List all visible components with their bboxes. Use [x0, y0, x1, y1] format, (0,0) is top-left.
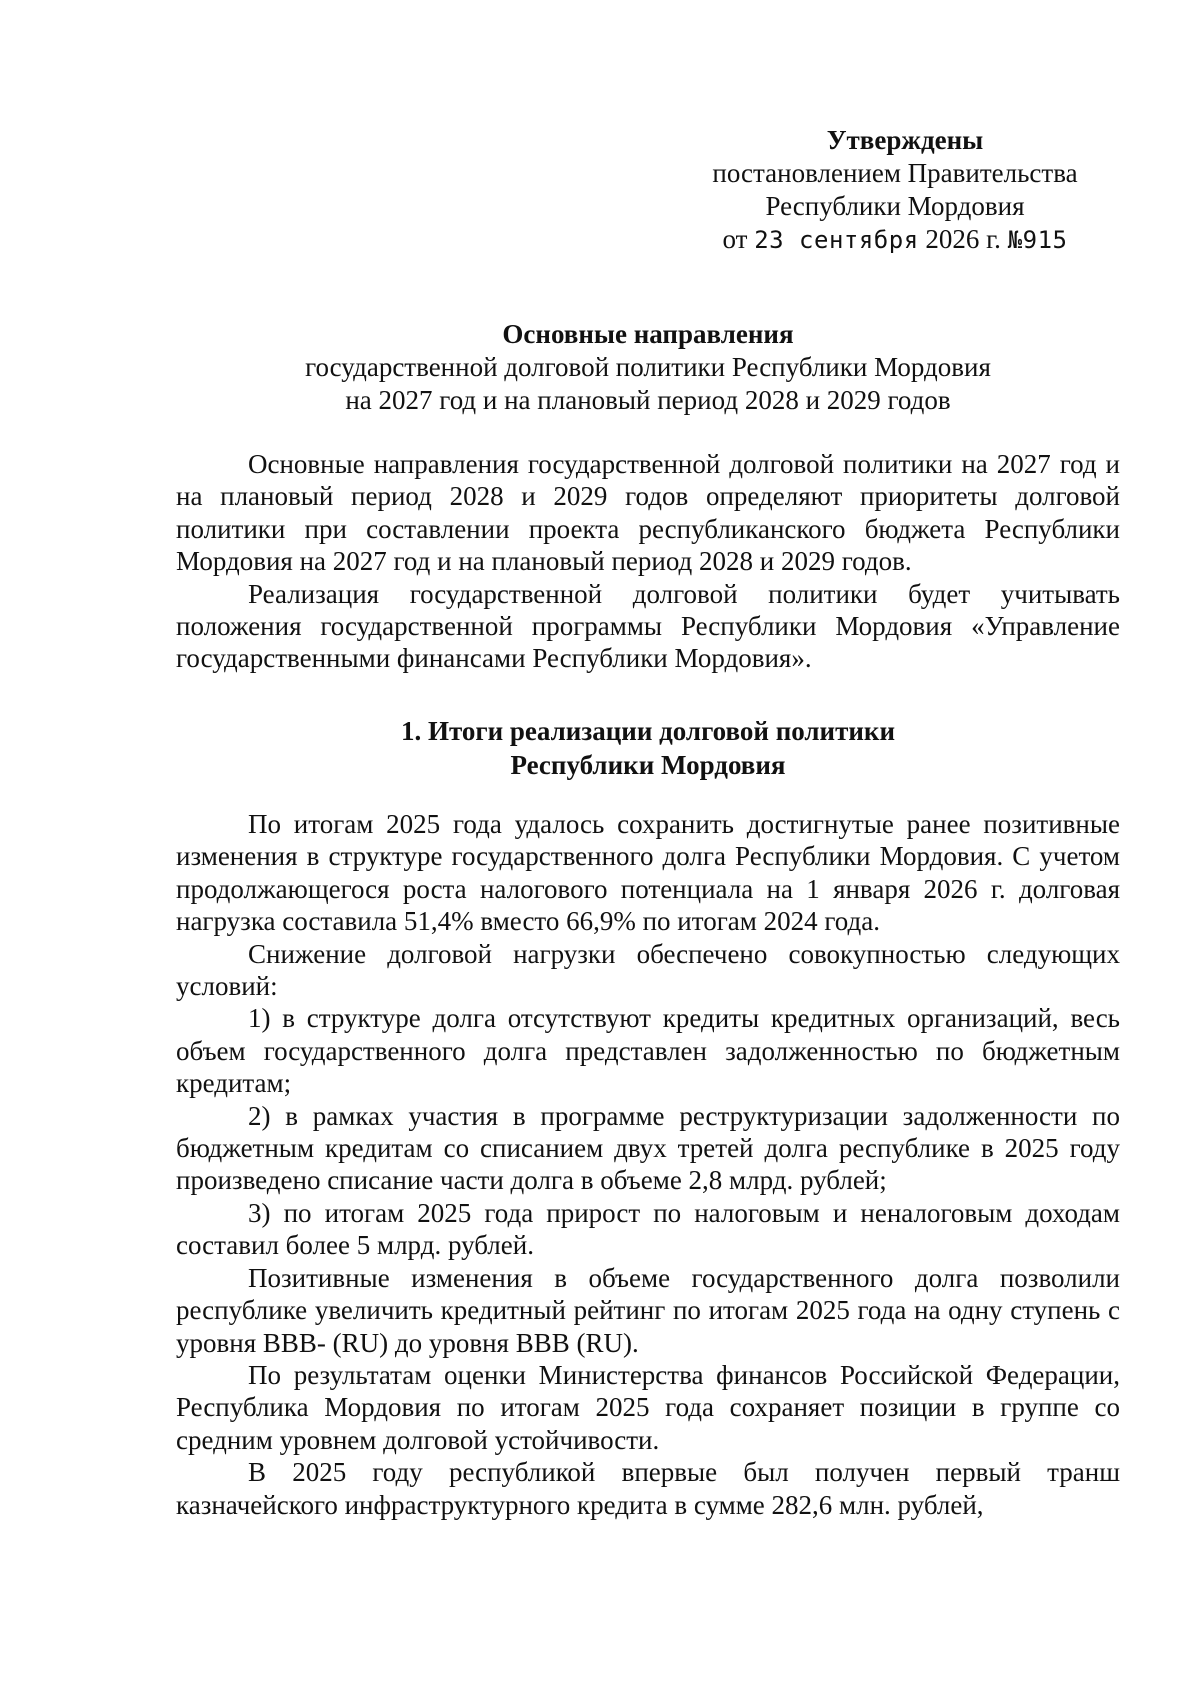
approval-line-1: постановлением Правительства: [712, 158, 1078, 188]
body-paragraph: По результатам оценки Министерства финансов Российской Федерации, Республика Мордовия по итогам 2025 года сохраняет позиции в группе со средним уровнем долговой устойчивости.: [176, 1359, 1120, 1455]
approval-heading: Утверждены: [826, 125, 984, 155]
intro-paragraph: Основные направления государственной долговой политики на 2027 год и на плановый период 2028 и 2029 годов определяют приоритеты долговой политики при составлении проекта республиканского бюджета Республики Мордовия на 2027 год и на плановый период 2028 и 2029 годов.: [176, 449, 1120, 577]
section-heading-line-2: Республики Мордовия: [510, 750, 786, 780]
date-prefix: от: [722, 224, 748, 254]
intro-paragraph: Реализация государственной долговой политики будет учитывать положения государственной программы Республики Мордовия «Управление государственными финансами Республики Мордовия».: [176, 578, 1120, 674]
document-number: №915: [1007, 226, 1068, 254]
date-stamp: 23 сентября: [754, 226, 919, 254]
title-line-2: государственной долговой политики Республики Мордовия: [305, 352, 991, 382]
approval-line-2: Республики Мордовия: [765, 191, 1025, 221]
list-item: 2) в рамках участия в программе реструктуризации задолженности по бюджетным кредитам со списанием двух третей долга республике в 2025 году произведено списание части долга в объеме 2,8 млрд. рублей;: [176, 1100, 1120, 1196]
body-paragraph: Позитивные изменения в объеме государственного долга позволили республике увеличить кредитный рейтинг по итогам 2025 года на одну ступень с уровня BBB- (RU) до уровня BBB (RU).: [176, 1262, 1120, 1358]
document-title: [176, 318, 1120, 417]
title-line-3: на 2027 год и на плановый период 2028 и 2029 годов: [345, 385, 951, 415]
section-heading-line-1: 1. Итоги реализации долговой политики: [400, 716, 896, 746]
approval-block: [660, 124, 1130, 257]
body-paragraph: В 2025 году республикой впервые был получен первый транш казначейского инфраструктурного кредита в сумме 282,6 млн. рублей,: [176, 1457, 1120, 1520]
section-heading: [176, 714, 1120, 782]
date-year: 2026 г.: [925, 224, 1001, 254]
body-paragraph: Снижение долговой нагрузки обеспечено совокупностью следующих условий:: [176, 938, 1120, 1002]
section-1-body: [176, 808, 1120, 1521]
body-paragraph: По итогам 2025 года удалось сохранить достигнутые ранее позитивные изменения в структуре государственного долга Республики Мордовия. С учетом продолжающегося роста налогового потенциала на 1 января 2026 г. долговая нагрузка составила 51,4% вместо 66,9% по итогам 2024 года.: [176, 809, 1120, 937]
list-item: 1) в структуре долга отсутствуют кредиты кредитных организаций, весь объем государственного долга представлен задолженностью по бюджетным кредитам;: [176, 1003, 1120, 1099]
approval-date-line: [660, 223, 1130, 257]
intro-section: [176, 448, 1120, 675]
list-item: 3) по итогам 2025 года прирост по налоговым и неналоговым доходам составил более 5 млрд. рублей.: [176, 1197, 1120, 1261]
title-line-1: Основные направления: [502, 319, 794, 349]
